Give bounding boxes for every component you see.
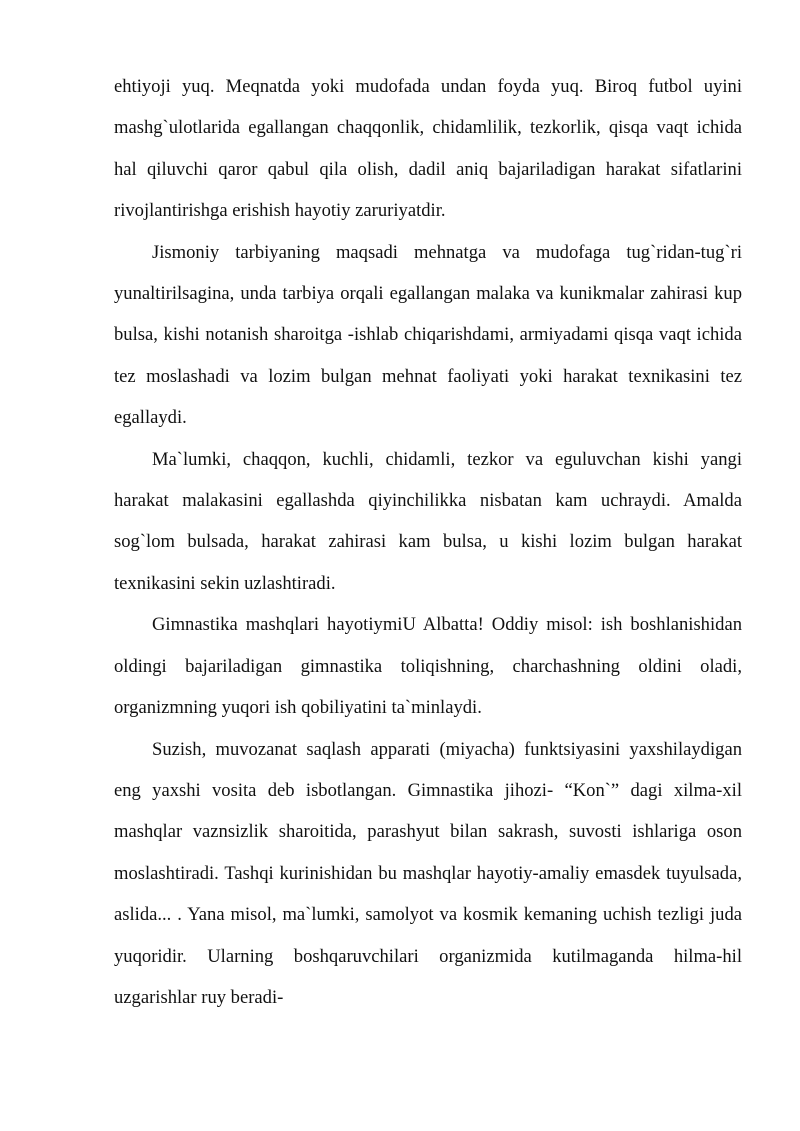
paragraph-1: ehtiyoji yuq. Meqnatda yoki mudofada undan foyda yuq. Biroq futbol uyini mashg`ulotlarida egallangan chaqqonlik, chidamlilik, tezkorlik, qisqa vaqt ichida hal qiluvchi qaror qabul qila olish, dadil aniq bajariladigan harakat sifatlarini rivojlantirishga erishish hayotiy zaruriyatdir. bbox=[114, 76, 742, 222]
paragraph-4: Gimnastika mashqlari hayotiymiU Albatta! Oddiy misol: ish boshlanishidan oldingi bajariladigan gimnastika toliqishning, charchashning oldini oladi, organizmning yuqori ish qobiliyatini ta`minlaydi. bbox=[114, 614, 742, 719]
paragraph-5: Suzish, muvozanat saqlash apparati (miyacha) funktsiyasini yaxshilaydigan eng yaxshi vosita deb isbotlangan. Gimnastika jihozi- “Kon`” dagi xilma-xil mashqlar vaznsizlik sharoitida, parashyut bilan sakrash, suvosti ishlariga oson moslashtiradi. Tashqi kurinishidan bu mashqlar hayotiy-amaliy emasdek tuyulsada, aslida... . Yana misol, ma`lumki, samolyot va kosmik kemaning uchish tezligi juda yuqoridir. Ularning boshqaruvchilari organizmida kutilmaganda hilma-hil uzgarishlar ruy beradi- bbox=[114, 738, 742, 1008]
paragraph-2: Jismoniy tarbiyaning maqsadi mehnatga va mudofaga tug`ridan-tug`ri yunaltirilsagina, unda tarbiya orqali egallangan malaka va kunikmalar zahirasi kup bulsa, kishi notanish sharoitga -ishlab chiqarishdami, armiyadami qisqa vaqt ichida tez moslashadi va lozim bulgan mehnat faoliyati yoki harakat texnikasini tez egallaydi. bbox=[114, 241, 742, 429]
document-page bbox=[114, 66, 742, 1018]
paragraph-3: Ma`lumki, chaqqon, kuchli, chidamli, tezkor va eguluvchan kishi yangi harakat malakasini egallashda qiyinchilikka nisbatan kam uchraydi. Amalda sog`lom bulsada, harakat zahirasi kam bulsa, u kishi lozim bulgan harakat texnikasini sekin uzlashtiradi. bbox=[114, 448, 742, 594]
